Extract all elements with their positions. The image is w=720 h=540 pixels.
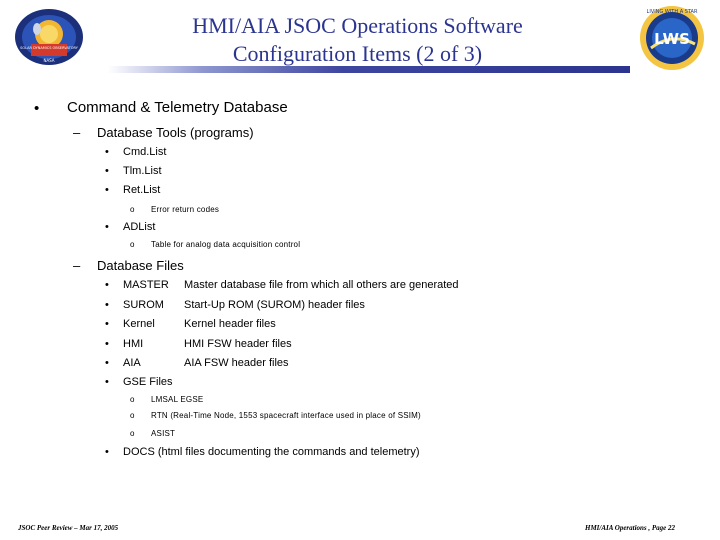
footer-right: HMI/AIA Operations , Page 22: [585, 524, 676, 532]
file-desc: Master database file from which all others are generated: [184, 279, 459, 291]
dash-marker: –: [73, 125, 81, 140]
gse-item: ASIST: [151, 429, 176, 438]
circle-marker: o: [130, 429, 135, 438]
sdo-logo-text: SOLAR DYNAMICS OBSERVATORY: [20, 46, 78, 50]
main-bullet: Command & Telemetry Database: [67, 99, 288, 116]
tool-cmdlist: Cmd.List: [123, 146, 167, 158]
lws-logo-text: LWS: [654, 30, 690, 48]
circle-marker: o: [130, 240, 135, 249]
file-name: AIA: [123, 357, 141, 369]
bullet-dot: •: [34, 100, 40, 117]
footer-left: JSOC Peer Review – Mar 17, 2005: [18, 524, 119, 532]
file-desc: Kernel header files: [184, 318, 276, 330]
circle-marker: o: [130, 411, 135, 420]
title-rule: [108, 66, 630, 73]
bullet-dot: •: [105, 446, 109, 458]
retlist-sub: Error return codes: [151, 205, 220, 214]
tool-tlmlist: Tlm.List: [123, 165, 162, 177]
lws-logo: [637, 4, 707, 72]
file-name: MASTER: [123, 279, 169, 291]
nasa-text: NASA: [43, 58, 55, 63]
bullet-dot: •: [105, 184, 109, 196]
tool-adlist: ADList: [123, 221, 156, 233]
tool-retlist: Ret.List: [123, 184, 161, 196]
bullet-dot: •: [105, 279, 109, 291]
lws-arc-text: LIVING WITH A STAR: [646, 9, 698, 15]
sdo-logo: [13, 7, 85, 67]
docs-item: DOCS (html files documenting the commands and telemetry): [123, 446, 420, 458]
file-name: Kernel: [123, 318, 155, 330]
bullet-dot: •: [105, 376, 109, 388]
tools-heading: Database Tools (programs): [97, 125, 254, 140]
circle-marker: o: [130, 205, 135, 214]
bullet-dot: •: [105, 221, 109, 233]
file-name: SUROM: [123, 299, 164, 311]
bullet-dot: •: [105, 146, 109, 158]
bullet-dot: •: [105, 357, 109, 369]
gse-files: GSE Files: [123, 376, 173, 388]
file-desc: AIA FSW header files: [184, 357, 289, 369]
gse-item: LMSAL EGSE: [151, 395, 204, 404]
file-name: HMI: [123, 338, 144, 350]
file-desc: Start-Up ROM (SUROM) header files: [184, 299, 365, 311]
adlist-sub: Table for analog data acquisition control: [151, 240, 301, 249]
page-title: [120, 12, 595, 68]
bullet-dot: •: [105, 165, 109, 177]
dash-marker: –: [73, 258, 81, 273]
title-line-1: HMI/AIA JSOC Operations Software: [192, 13, 523, 38]
bullet-dot: •: [105, 299, 109, 311]
files-heading: Database Files: [97, 258, 184, 273]
circle-marker: o: [130, 395, 135, 404]
bullet-dot: •: [105, 338, 109, 350]
title-line-2: Configuration Items (2 of 3): [232, 41, 483, 66]
gse-item: RTN (Real-Time Node, 1553 spacecraft interface used in place of SSIM): [151, 411, 421, 420]
file-desc: HMI FSW header files: [184, 338, 292, 350]
bullet-dot: •: [105, 318, 109, 330]
